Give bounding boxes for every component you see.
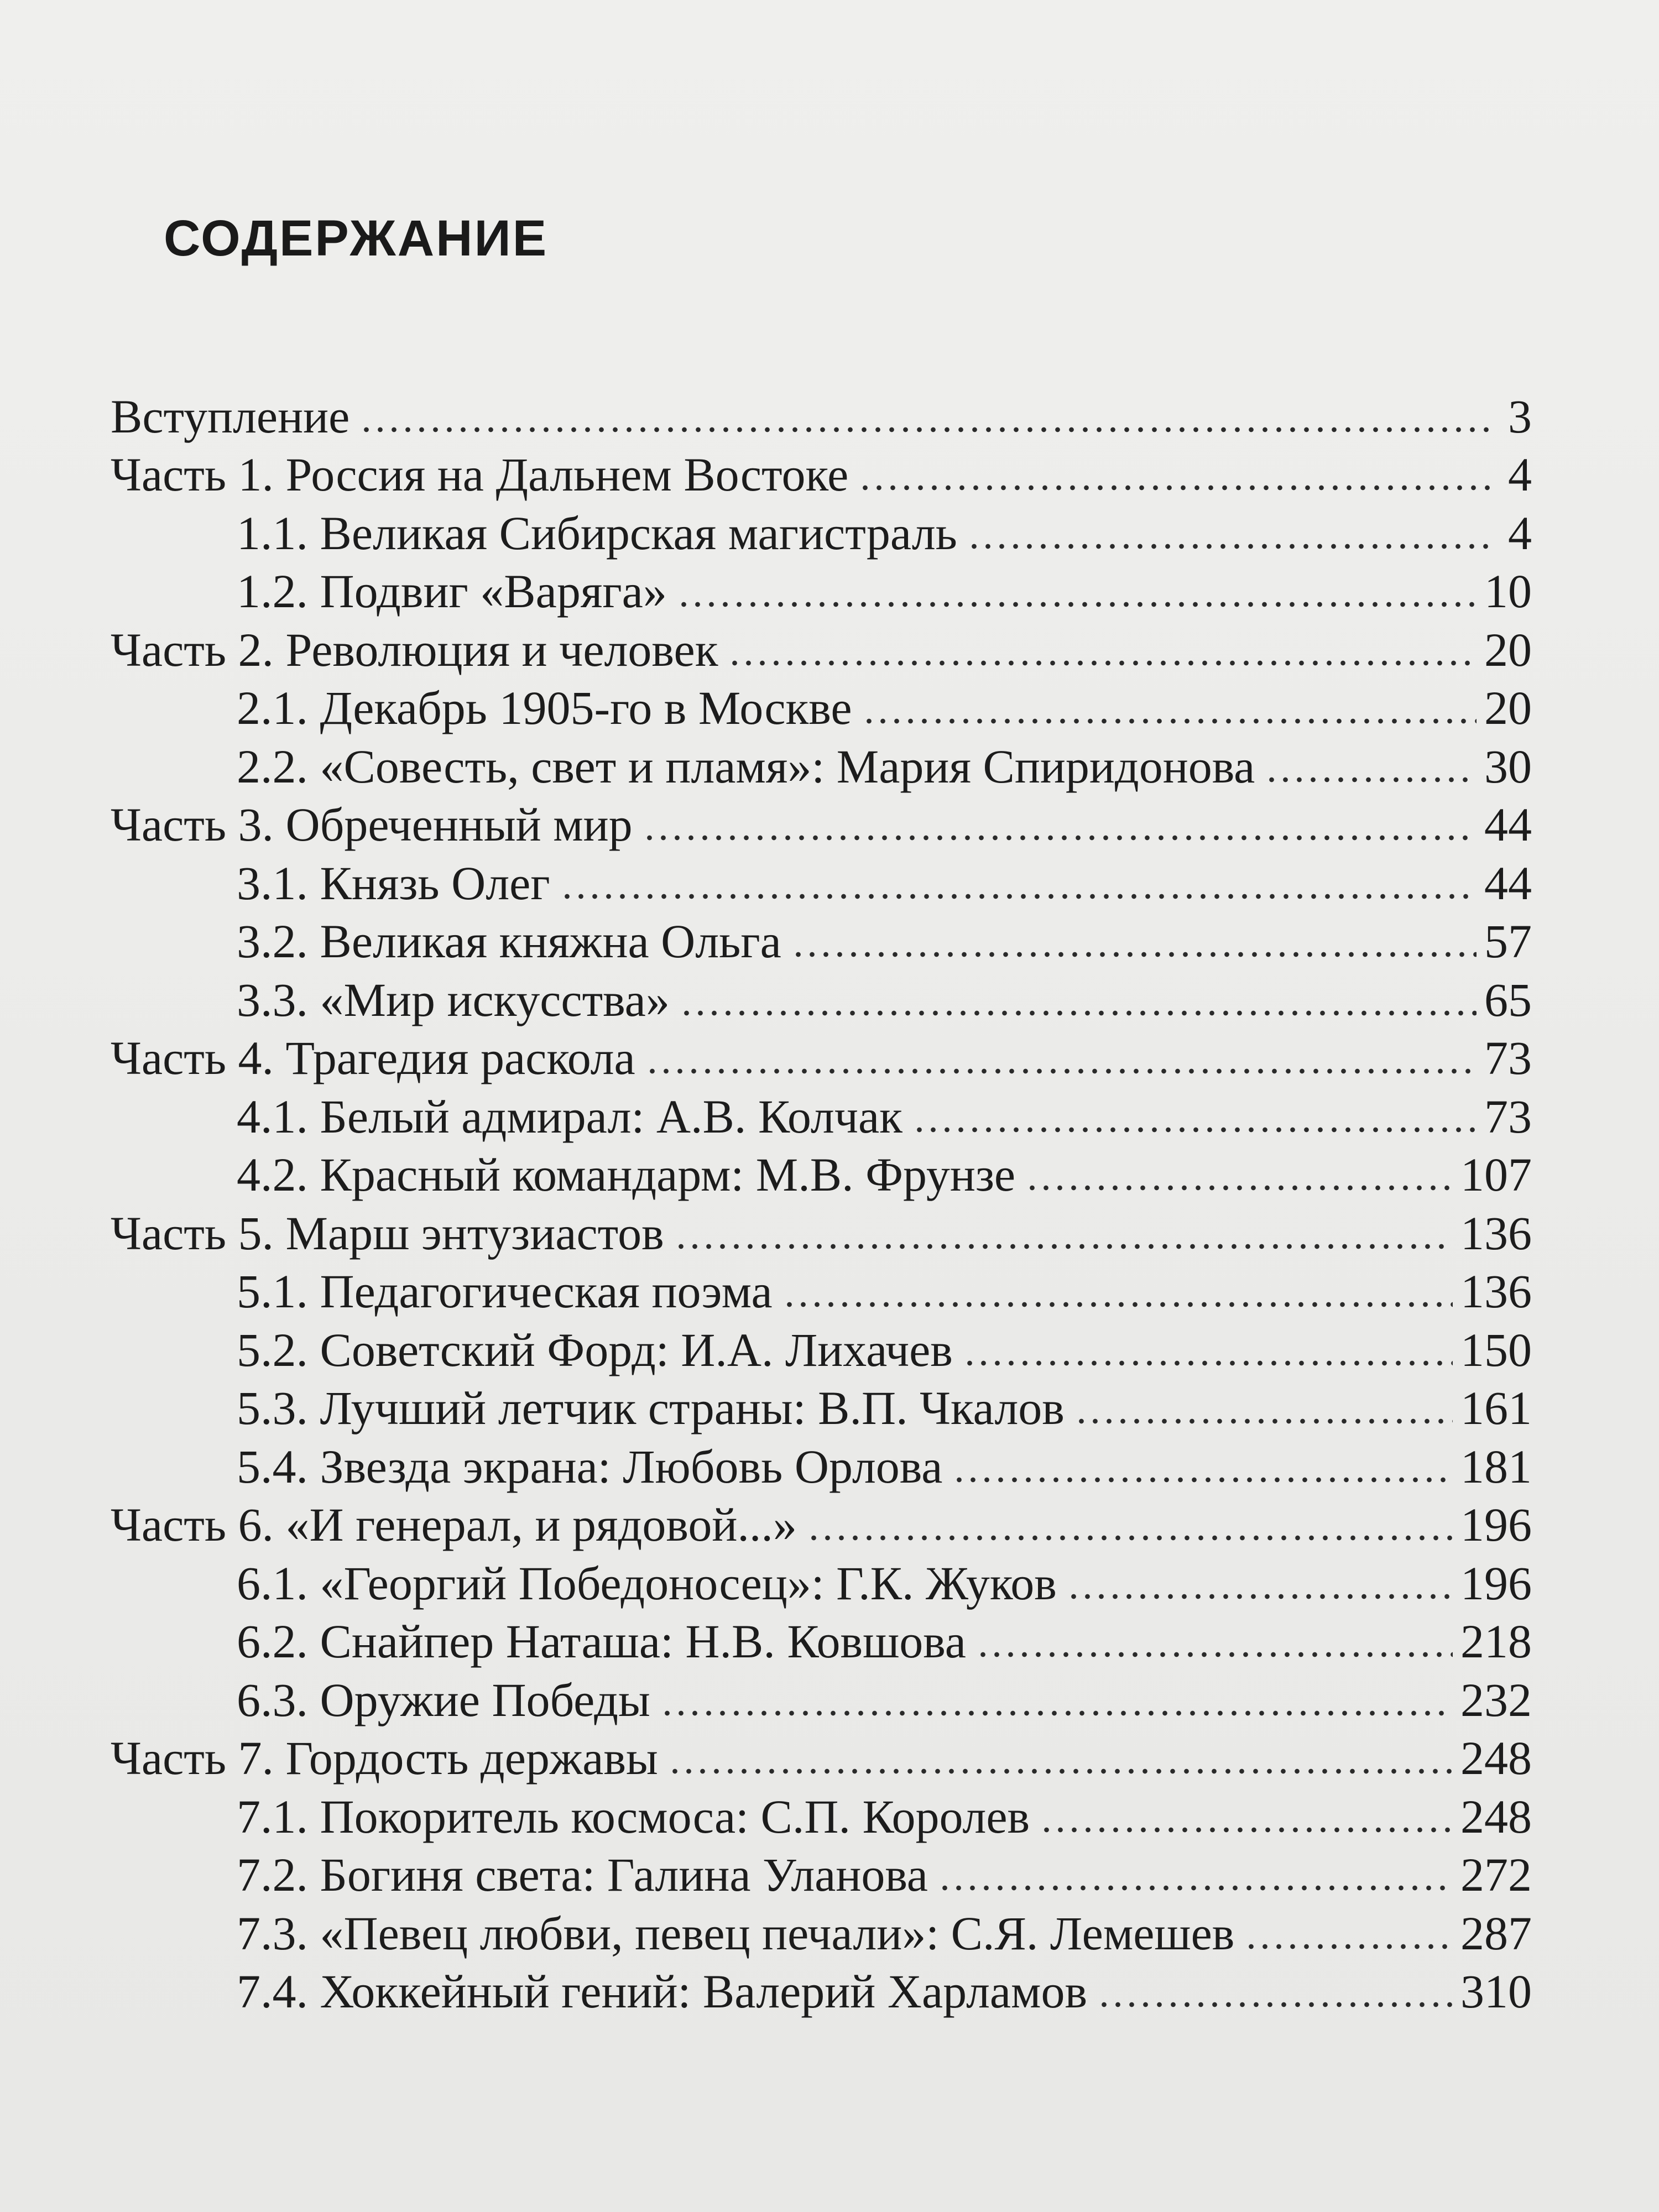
toc-entry-title: 7.2. Богиня света: Галина Уланова (237, 1848, 928, 1901)
toc-page-number: 4 (1508, 448, 1532, 501)
toc-entry-title: 6.1. «Георгий Победоносец»: Г.К. Жуков (237, 1556, 1057, 1610)
toc-entry-title: 6.2. Снайпер Наташа: Н.В. Ковшова (237, 1615, 966, 1668)
toc-chapter-entry (111, 1782, 1532, 1843)
dot-leader (560, 893, 1477, 900)
toc-entry-title: 5.4. Звезда экрана: Любовь Орлова (237, 1439, 943, 1493)
toc-page-number: 30 (1484, 739, 1532, 793)
dot-leader (660, 1709, 1453, 1717)
dot-leader (782, 1301, 1453, 1308)
toc-entry-title: Часть 5. Марш энтузиастов (111, 1206, 664, 1260)
toc-chapter-entry (111, 1374, 1532, 1432)
toc-chapter-entry (111, 965, 1532, 1024)
toc-page-number: 107 (1460, 1148, 1532, 1201)
toc-chapter-entry (111, 498, 1532, 560)
toc-entry-title: 6.3. Оружие Победы (237, 1673, 650, 1726)
toc-part-entry (111, 790, 1532, 849)
toc-entry-title: Часть 6. «И генерал, и рядовой...» (111, 1498, 797, 1551)
dot-leader (912, 1126, 1477, 1134)
toc-entry-title: 4.2. Красный командарм: М.В. Фрунзе (237, 1148, 1016, 1201)
toc-entry-title: 7.3. «Певец любви, певец печали»: С.Я. Лемешев (237, 1906, 1235, 1960)
toc-entry-title: 2.1. Декабрь 1905-го в Москве (237, 681, 852, 734)
dot-leader (1025, 1184, 1453, 1192)
toc-entry-title: 3.3. «Мир искусства» (237, 973, 670, 1026)
toc-part-entry (111, 382, 1532, 443)
toc-page-number: 65 (1484, 973, 1532, 1026)
dot-leader (1067, 1593, 1453, 1600)
dot-leader (1040, 1826, 1453, 1834)
dot-leader (862, 717, 1477, 725)
toc-part-entry (111, 1724, 1532, 1785)
toc-part-entry (111, 1024, 1532, 1082)
toc-part-entry (111, 440, 1532, 499)
toc-page-number: 73 (1484, 1031, 1532, 1084)
toc-chapter-entry (111, 1257, 1532, 1316)
toc-chapter-entry (111, 1082, 1532, 1143)
toc-entry-title: 2.2. «Совесть, свет и пламя»: Мария Спиридонова (237, 739, 1255, 793)
toc-page-number: 287 (1460, 1906, 1532, 1960)
toc-page-number: 20 (1484, 681, 1532, 734)
dot-leader (1097, 2001, 1453, 2008)
toc-page-number: 310 (1460, 1965, 1532, 2018)
toc-chapter-entry (111, 732, 1532, 793)
page-heading: СОДЕРЖАНИЕ (164, 210, 549, 267)
toc-page-number: 3 (1508, 389, 1532, 443)
dot-leader (359, 426, 1491, 434)
toc-entry-title: 1.1. Великая Сибирская магистраль (237, 506, 957, 560)
table-of-contents (111, 382, 1532, 2018)
toc-entry-title: Часть 3. Обреченный мир (111, 798, 633, 851)
toc-chapter-entry (111, 907, 1532, 966)
toc-chapter-entry (111, 674, 1532, 732)
toc-entry-title: Часть 1. Россия на Дальнем Востоке (111, 448, 849, 501)
toc-chapter-entry (111, 1315, 1532, 1374)
toc-chapter-entry (111, 1140, 1532, 1199)
toc-chapter-entry (111, 1898, 1532, 1960)
toc-entry-title: 1.2. Подвиг «Варяга» (237, 565, 667, 618)
toc-entry-title: 7.4. Хоккейный гений: Валерий Харламов (237, 1965, 1088, 2018)
toc-page-number: 248 (1460, 1790, 1532, 1843)
toc-entry-title: 5.1. Педагогическая поэма (237, 1265, 773, 1318)
toc-chapter-entry (111, 1665, 1532, 1724)
toc-chapter-entry (111, 1840, 1532, 1899)
dot-leader (668, 1767, 1453, 1775)
toc-page-number: 218 (1460, 1615, 1532, 1668)
dot-leader (1244, 1943, 1453, 1950)
toc-chapter-entry (111, 557, 1532, 618)
toc-page-number: 248 (1460, 1731, 1532, 1785)
toc-page-number: 196 (1460, 1498, 1532, 1551)
toc-page-number: 44 (1484, 798, 1532, 851)
toc-page-number: 73 (1484, 1089, 1532, 1143)
dot-leader (643, 834, 1477, 842)
toc-page-number: 150 (1460, 1323, 1532, 1376)
dot-leader (1265, 776, 1477, 784)
dot-leader (976, 1651, 1453, 1658)
toc-part-entry (111, 1198, 1532, 1260)
dot-leader (807, 1534, 1453, 1542)
dot-leader (645, 1067, 1477, 1075)
toc-entry-title: 3.2. Великая княжна Ольга (237, 915, 781, 968)
dot-leader (728, 659, 1477, 667)
dot-leader (1074, 1417, 1453, 1425)
toc-page-number: 196 (1460, 1556, 1532, 1610)
toc-page-number: 44 (1484, 856, 1532, 910)
dot-leader (938, 1884, 1453, 1892)
dot-leader (680, 1009, 1477, 1017)
toc-page-number: 161 (1460, 1381, 1532, 1434)
dot-leader (791, 951, 1477, 958)
toc-page-number: 136 (1460, 1206, 1532, 1260)
toc-part-entry (111, 1490, 1532, 1549)
toc-chapter-entry (111, 1607, 1532, 1666)
toc-chapter-entry (111, 1957, 1532, 2016)
dot-leader (858, 484, 1491, 492)
toc-page-number: 272 (1460, 1848, 1532, 1901)
dot-leader (674, 1243, 1453, 1250)
toc-page-number: 232 (1460, 1673, 1532, 1726)
toc-page-number: 181 (1460, 1439, 1532, 1493)
toc-page-number: 57 (1484, 915, 1532, 968)
toc-entry-title: 4.1. Белый адмирал: А.В. Колчак (237, 1089, 902, 1143)
dot-leader (963, 1359, 1453, 1367)
toc-page-number: 10 (1484, 565, 1532, 618)
dot-leader (952, 1476, 1453, 1484)
toc-chapter-entry (111, 848, 1532, 910)
toc-entry-title: 3.1. Князь Олег (237, 856, 550, 910)
dot-leader (967, 542, 1491, 550)
toc-entry-title: 7.1. Покоритель космоса: С.П. Королев (237, 1790, 1030, 1843)
toc-entry-title: Часть 7. Гордость державы (111, 1731, 658, 1785)
toc-chapter-entry (111, 1548, 1532, 1610)
toc-entry-title: Часть 2. Революция и человек (111, 623, 718, 676)
toc-entry-title: Вступление (111, 389, 350, 443)
toc-page-number: 20 (1484, 623, 1532, 676)
toc-entry-title: 5.2. Советский Форд: И.А. Лихачев (237, 1323, 953, 1376)
toc-chapter-entry (111, 1432, 1532, 1493)
toc-page-number: 4 (1508, 506, 1532, 560)
toc-entry-title: 5.3. Лучший летчик страны: В.П. Чкалов (237, 1381, 1065, 1434)
dot-leader (677, 601, 1477, 608)
toc-part-entry (111, 615, 1532, 674)
toc-entry-title: Часть 4. Трагедия раскола (111, 1031, 635, 1084)
toc-page-number: 136 (1460, 1265, 1532, 1318)
